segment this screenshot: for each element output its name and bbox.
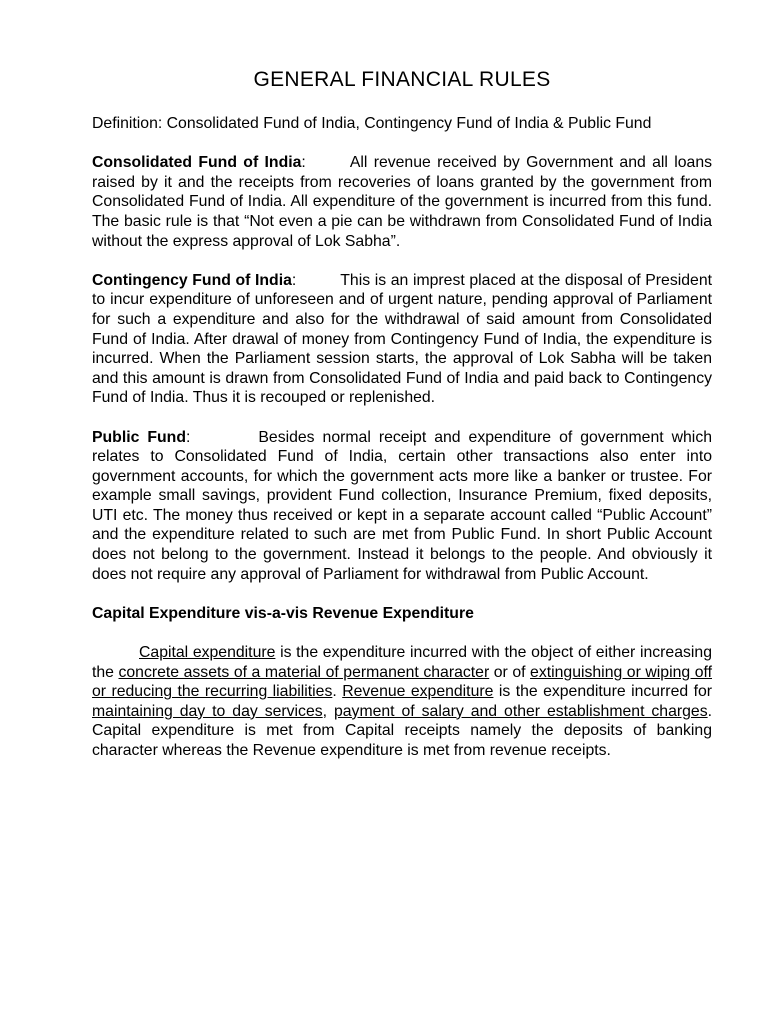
text-segment: is the expenditure incurred with the object of either increasing the [92, 644, 712, 681]
salary-charges-phrase: payment of salary and other establishment charges [333, 702, 708, 720]
contingency-fund-body: This is an imprest placed at the disposal of President to incur expenditure of unforeseen and of urgent nature, pending approval of Parliament for such a expenditure and also for the withdrawal of said amount from Consolidated Fund of India. After drawal of money from Contingency Fund of India, the expenditure is incurred. When the Parliament session starts, the approval of Lok Sabha will be taken and this amount is drawn from Consolidated Fund of India and paid back to Contingency Fund of India. Thus it is recouped or replenished. [92, 271, 712, 407]
consolidated-fund-heading: Consolidated Fund of India [92, 154, 302, 172]
text-segment: or of [489, 663, 531, 681]
consolidated-fund-body: All revenue received by Government and all loans raised by it and the receipts from recoveries of loans granted by the government from Consolidated Fund of India. All expenditure of the government is incurred from this fund. The basic rule is that “Not even a pie can be withdrawn from Consolidated Fund of India without the express approval of Lok Sabha”. [92, 154, 713, 250]
capital-revenue-paragraph [92, 643, 712, 761]
concrete-assets-phrase: concrete assets of a material of permanent character [118, 663, 490, 681]
contingency-fund-heading: Contingency Fund of India [92, 271, 292, 289]
revenue-expenditure-term: Revenue expenditure [342, 683, 494, 701]
consolidated-fund-paragraph [92, 153, 712, 251]
public-fund-body: Besides normal receipt and expenditure of government which relates to Consolidated Fund of India, certain other transactions also enter into government accounts, for which the government acts more like a banker or trustee. For example small savings, provident Fund collection, Insurance Premium, fixed deposits, UTI etc. The money thus received or kept in a separate account called “Public Account” and the expenditure related to such are met from Public Fund. In short Public Account does not belong to the government. Instead it belongs to the people. And obviously it does not require any approval of Parliament for withdrawal from Public Account. [92, 428, 713, 583]
text-segment: . Capital expenditure is met from Capital receipts namely the deposits of banking character whereas the Revenue expenditure is met from revenue receipts. [92, 702, 712, 759]
definition-paragraph: Definition: Consolidated Fund of India, Contingency Fund of India & Public Fund [92, 115, 652, 132]
public-fund-colon: : [185, 428, 191, 446]
public-fund-heading: Public Fund [92, 428, 186, 446]
text-segment: , [322, 702, 334, 720]
contingency-fund-paragraph [92, 271, 712, 408]
page-title: GENERAL FINANCIAL RULES [253, 68, 551, 91]
capital-expenditure-term: Capital expenditure [139, 644, 276, 662]
capital-revenue-heading: Capital Expenditure vis-a-vis Revenue Expenditure [92, 604, 474, 622]
consolidated-fund-colon: : [301, 154, 306, 172]
public-fund-paragraph [92, 428, 712, 585]
text-segment: is the expenditure incurred for [493, 683, 713, 701]
extinguishing-liabilities-phrase: extinguishing or wiping off or reducing the recurring liabilities [92, 663, 712, 701]
day-to-day-services-phrase: maintaining day to day services [92, 702, 323, 720]
text-segment: . [332, 683, 343, 701]
contingency-fund-colon: : [291, 271, 297, 289]
